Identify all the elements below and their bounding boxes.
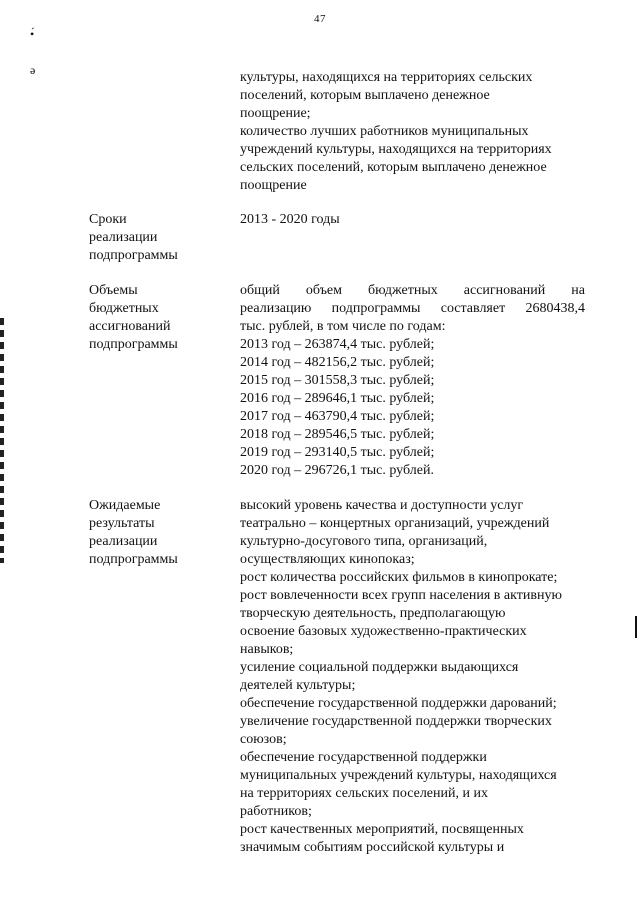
section-label-line: результаты	[89, 516, 155, 531]
intro-line: поселений, которым выплачено денежное	[240, 88, 490, 103]
result-line: освоение базовых художественно-практических	[240, 624, 527, 639]
result-line: союзов;	[240, 732, 287, 747]
section-label-line: подпрограммы	[89, 248, 178, 263]
margin-bar	[635, 616, 637, 638]
result-line: обеспечение государственной поддержки	[240, 750, 487, 765]
result-line: осуществляющих кинопоказ;	[240, 552, 415, 567]
result-line: навыков;	[240, 642, 294, 657]
result-line: муниципальных учреждений культуры, находящихся	[240, 768, 557, 783]
section-label-line: бюджетных	[89, 301, 159, 316]
result-line: на территориях сельских поселений, и их	[240, 786, 488, 801]
result-line: творческую деятельность, предполагающую	[240, 606, 506, 621]
result-line: высокий уровень качества и доступности услуг	[240, 498, 524, 513]
result-line: рост вовлеченности всех групп населения в активную	[240, 588, 562, 603]
budget-year-line: 2014 год – 482156,2 тыс. рублей;	[240, 355, 435, 370]
result-line: рост качественных мероприятий, посвященных	[240, 822, 524, 837]
budget-year-line: 2015 год – 301558,3 тыс. рублей;	[240, 373, 435, 388]
section-label-line: Объемы	[89, 283, 138, 298]
section-label-line: реализации	[89, 534, 158, 549]
section-label-line: ассигнований	[89, 319, 171, 334]
section-label-line: Сроки	[89, 212, 127, 227]
intro-line: количество лучших работников муниципальных	[240, 124, 529, 139]
result-line: значимым событиям российской культуры и	[240, 840, 505, 855]
result-line: усиление социальной поддержки выдающихся	[240, 660, 519, 675]
section-content-line: реализацию подпрограммы составляет 2680438,4	[240, 301, 585, 316]
result-line: увеличение государственной поддержки творческих	[240, 714, 552, 729]
result-line: театрально – концертных организаций, учреждений	[240, 516, 550, 531]
section-label-line: подпрограммы	[89, 552, 178, 567]
scan-edge-artifact	[0, 318, 4, 563]
budget-year-line: 2017 год – 463790,4 тыс. рублей;	[240, 409, 435, 424]
margin-mark: ǝ	[30, 63, 36, 77]
intro-line: культуры, находящихся на территориях сельских	[240, 70, 533, 85]
section-label-line: подпрограммы	[89, 337, 178, 352]
section-label-line: Ожидаемые	[89, 498, 161, 513]
section-label-line: реализации	[89, 230, 158, 245]
intro-line: сельских поселений, которым выплачено денежное	[240, 160, 547, 175]
intro-line: учреждений культуры, находящихся на территориях	[240, 142, 552, 157]
section-content-line: общий объем бюджетных ассигнований на	[240, 283, 585, 298]
result-line: культурно-досугового типа, организаций,	[240, 534, 488, 549]
result-line: деятелей культуры;	[240, 678, 356, 693]
intro-line: поощрение	[240, 178, 307, 193]
budget-year-line: 2016 год – 289646,1 тыс. рублей;	[240, 391, 435, 406]
section-content-line: 2013 - 2020 годы	[240, 212, 340, 227]
section-content-line: тыс. рублей, в том числе по годам:	[240, 319, 446, 334]
budget-year-line: 2013 год – 263874,4 тыс. рублей;	[240, 337, 435, 352]
intro-line: поощрение;	[240, 106, 311, 121]
page-number: 47	[314, 13, 326, 25]
margin-mark: •́	[30, 27, 35, 41]
budget-year-line: 2019 год – 293140,5 тыс. рублей;	[240, 445, 435, 460]
result-line: рост количества российских фильмов в кинопрокате;	[240, 570, 558, 585]
budget-year-line: 2018 год – 289546,5 тыс. рублей;	[240, 427, 435, 442]
result-line: работников;	[240, 804, 312, 819]
result-line: обеспечение государственной поддержки дарований;	[240, 696, 557, 711]
budget-year-line: 2020 год – 296726,1 тыс. рублей.	[240, 463, 434, 478]
